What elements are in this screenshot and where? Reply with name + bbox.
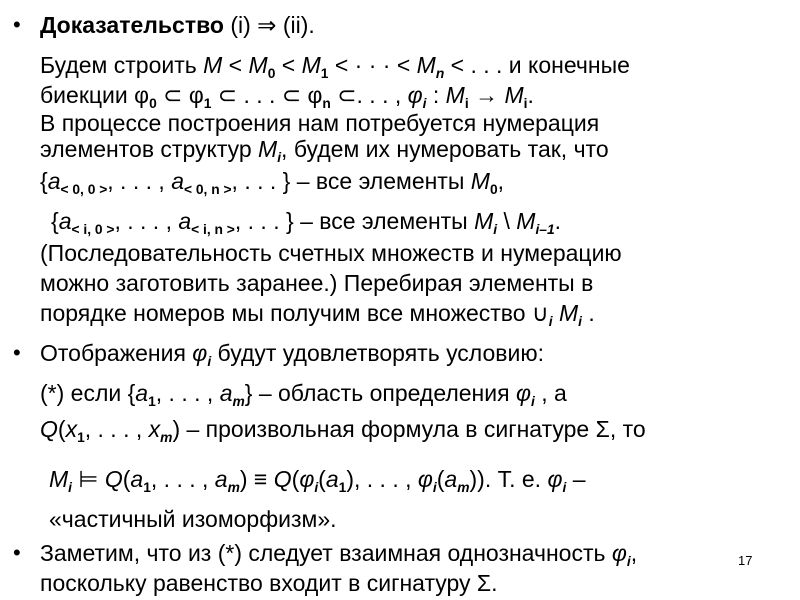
subscript: i [314,479,319,495]
text: , а [534,380,567,406]
subscript: < i, n > [191,221,235,237]
text: ⊂ . . . ⊂ [211,82,308,108]
line-elements-mi [51,206,561,236]
line-numbering-needed: В процессе построения нам потребуется нумерация [40,110,600,136]
text: элементов структур [40,136,259,162]
subscript: 1 [203,95,212,111]
text: : [426,82,446,108]
line-injectivity [40,538,637,568]
line-equality-in-signature: поскольку равенство входит в сигнатуру Σ. [40,570,498,596]
text: ( [291,466,300,492]
math-var: φ [299,466,315,492]
subscript: i–1 [535,221,555,237]
line-partial-isomorphism: «частичный изоморфизм». [49,506,337,532]
text: < . . . и конечные [444,52,630,78]
proof-heading-line [40,10,315,40]
line-maps-condition [40,338,544,368]
math-var: a [58,208,72,234]
math-var: M [248,52,268,78]
math-var: a [444,466,458,492]
line-formula [40,414,646,444]
subscript: < 0, n > [183,181,232,197]
subscript: i [562,479,567,495]
page-number: 17 [738,553,753,568]
text: . [527,82,534,108]
text: } – область определения [244,380,516,406]
math-var: M [49,466,69,492]
math-var: Q [104,466,123,492]
subscript: n [322,95,331,111]
line-prepare-note: можно заготовить заранее.) Перебирая элементы в [40,270,594,296]
union-symbol: ∪ [531,300,549,326]
text: , . . . } – все элементы [231,168,471,194]
math-var: M [258,136,278,162]
subscript: 0 [149,95,157,111]
math-var: M [301,52,321,78]
subscript: < 0, 0 > [60,181,108,197]
line-sequence-note: (Последовательность счетных множеств и нумерацию [40,240,622,266]
text: < [275,52,302,78]
math-var: a [325,466,339,492]
subscript: 0 [267,65,276,81]
math-var: Q [40,416,58,442]
subscript: i [523,95,528,111]
math-var: φ [407,82,423,108]
math-var: M [416,52,436,78]
text: < [222,52,249,78]
line-union [40,298,595,328]
math-var: a [219,380,233,406]
line-elements-m0 [40,166,504,196]
heading-implication: (i) ⇒ (ii). [223,12,315,38]
subscript: 1 [338,479,347,495]
text: )). Т. е. [469,466,548,492]
math-var: φ [188,82,204,108]
line-satisfaction [49,464,586,494]
text: { [40,168,48,194]
math-var: φ [134,82,150,108]
line-bijections [40,80,534,110]
line-numbering-elements [40,134,609,164]
text: ( [436,466,445,492]
text: \ [497,208,517,234]
text: ( [318,466,326,492]
subscript: n [435,65,445,81]
proof-heading: Доказательство [40,12,224,38]
math-var: M [203,52,223,78]
math-var: φ [192,340,208,366]
subscript: i [530,393,535,409]
text: , . . . , [150,466,215,492]
subscript: < i, 0 > [71,221,115,237]
text: , . . . , [114,208,179,234]
subscript: 1 [148,393,156,409]
subscript: i [493,221,498,237]
bullet-marker: • [13,540,21,565]
subscript: i [207,353,212,369]
subscript: i [422,95,427,111]
text: Заметим, что из (*) следует взаимная однозначность [40,540,612,566]
math-var: M [559,300,579,326]
text: , . . . , [107,168,172,194]
math-var: M [445,82,465,108]
line-domain [40,378,567,408]
subscript: i [548,313,553,329]
text: . [554,208,562,234]
text: , будем их нумеровать так, что [281,136,609,162]
subscript: m [160,429,173,445]
text: порядке номеров мы получим все множество [40,300,532,326]
text: . [582,300,595,326]
math-var: a [171,168,184,194]
math-var: φ [547,466,563,492]
subscript: i [277,149,282,165]
math-var: a [47,168,61,194]
text: будут удовлетворять условию: [211,340,544,366]
text: ⊂. . . , [330,82,408,108]
math-var: M [474,208,494,234]
line-structures-chain [40,50,630,80]
subscript: i [68,479,73,495]
math-var: Q [273,466,292,492]
text: , . . . } – все элементы [234,208,475,234]
text: , . . . , [155,380,220,406]
text: ), . . . , [346,466,418,492]
text: биекции [40,82,135,108]
math-var: φ [611,540,627,566]
text: < · · · < [328,52,417,78]
text: ) ≡ [239,466,274,492]
bullet-marker: • [13,12,21,37]
math-var: M [504,82,524,108]
subscript: 1 [77,429,85,445]
text: , [497,168,505,194]
text: Будем строить [40,52,204,78]
math-var: φ [417,466,433,492]
subscript: 1 [320,65,329,81]
subscript: i [626,553,631,569]
text: ) – произвольная формула в сигнатуре Σ, то [172,416,646,442]
text: ⊂ [156,82,189,108]
text: , . . . , [84,416,149,442]
subscript: i [432,479,437,495]
text: ⊨ [72,466,105,492]
text: – [566,466,586,492]
math-var: x [148,416,161,442]
text: ( [122,466,131,492]
math-var: a [214,466,228,492]
subscript: m [232,393,245,409]
text: , [630,540,638,566]
math-var: a [130,466,144,492]
text: (*) если { [40,380,136,406]
math-var: x [65,416,78,442]
bullet-marker: • [13,340,21,365]
text: ( [57,416,66,442]
subscript: i [578,313,583,329]
math-var: M [470,168,490,194]
math-var: a [135,380,149,406]
math-var: φ [307,82,323,108]
subscript: i [464,95,469,111]
subscript: m [227,479,240,495]
subscript: 1 [143,479,151,495]
math-var: φ [515,380,531,406]
text: Отображения [40,340,193,366]
math-var: M [516,208,536,234]
math-var: a [178,208,192,234]
subscript: 0 [489,181,498,197]
subscript: m [457,479,470,495]
text: → [468,82,505,108]
text: { [51,208,59,234]
